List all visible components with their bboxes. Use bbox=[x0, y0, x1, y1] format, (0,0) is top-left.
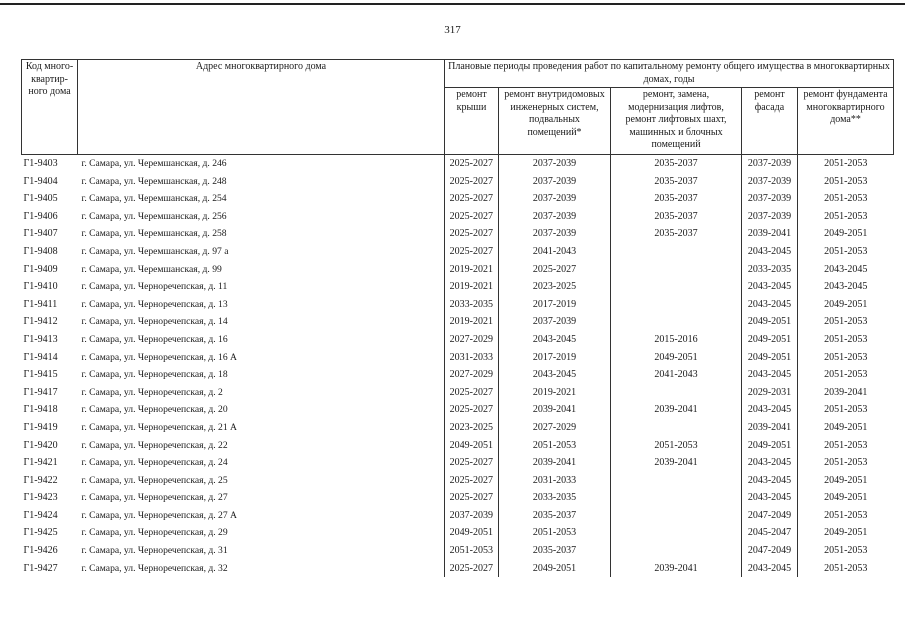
cell-engineering: 2037-2039 bbox=[499, 173, 611, 191]
cell-roof: 2025-2027 bbox=[445, 243, 499, 261]
cell-address: г. Самара, ул. Черноречепская, д. 14 bbox=[81, 316, 228, 328]
table-row bbox=[22, 296, 894, 314]
cell-facade: 2043-2045 bbox=[742, 278, 798, 296]
cell-roof: 2025-2027 bbox=[445, 454, 499, 472]
cell-elevators: 2051-2053 bbox=[611, 437, 742, 455]
cell-address: г. Самара, ул. Черноречепская, д. 16 bbox=[81, 333, 228, 345]
cell-code: Г1-9409 bbox=[23, 263, 58, 275]
cell-engineering: 2039-2041 bbox=[499, 401, 611, 419]
cell-code: Г1-9426 bbox=[23, 545, 58, 557]
cell-engineering: 2037-2039 bbox=[499, 208, 611, 226]
header-engineering: ремонт внутридомовых инженерных систем, подвальных помещений* bbox=[499, 88, 611, 155]
cell-foundation: 2049-2051 bbox=[798, 419, 894, 437]
cell-engineering: 2043-2045 bbox=[499, 366, 611, 384]
cell-engineering: 2049-2051 bbox=[499, 560, 611, 578]
cell-facade: 2043-2045 bbox=[742, 366, 798, 384]
cell-foundation: 2051-2053 bbox=[798, 437, 894, 455]
cell-elevators bbox=[611, 507, 742, 525]
cell-facade: 2049-2051 bbox=[742, 313, 798, 331]
cell-code: Г1-9404 bbox=[23, 175, 58, 187]
table-row bbox=[22, 524, 894, 542]
cell-address: г. Самара, ул. Черноречепская, д. 31 bbox=[81, 545, 228, 557]
cell-roof: 2025-2027 bbox=[445, 190, 499, 208]
cell-elevators: 2049-2051 bbox=[611, 349, 742, 367]
table-row bbox=[22, 542, 894, 560]
cell-roof: 2037-2039 bbox=[445, 507, 499, 525]
cell-address: г. Самара, ул. Черемшанская, д. 99 bbox=[81, 263, 222, 275]
table-row bbox=[22, 331, 894, 349]
cell-code: Г1-9419 bbox=[23, 421, 58, 433]
cell-foundation: 2051-2053 bbox=[798, 155, 894, 173]
cell-foundation: 2051-2053 bbox=[798, 542, 894, 560]
cell-roof: 2051-2053 bbox=[445, 542, 499, 560]
cell-roof: 2027-2029 bbox=[445, 331, 499, 349]
cell-foundation: 2043-2045 bbox=[798, 261, 894, 279]
cell-foundation: 2049-2051 bbox=[798, 225, 894, 243]
table-row bbox=[22, 261, 894, 279]
cell-roof: 2023-2025 bbox=[445, 419, 499, 437]
cell-roof: 2025-2027 bbox=[445, 401, 499, 419]
cell-engineering: 2017-2019 bbox=[499, 349, 611, 367]
cell-facade: 2049-2051 bbox=[742, 437, 798, 455]
header-elevators: ремонт, замена, модернизация лифтов, ремонт лифтовых шахт, машинных и блочных помещений bbox=[611, 88, 742, 155]
cell-foundation: 2051-2053 bbox=[798, 560, 894, 578]
cell-engineering: 2035-2037 bbox=[499, 542, 611, 560]
table-row bbox=[22, 560, 894, 578]
cell-engineering: 2025-2027 bbox=[499, 261, 611, 279]
cell-facade: 2043-2045 bbox=[742, 243, 798, 261]
table-row bbox=[22, 384, 894, 402]
cell-code: Г1-9418 bbox=[23, 404, 58, 416]
cell-facade: 2049-2051 bbox=[742, 331, 798, 349]
cell-engineering: 2041-2043 bbox=[499, 243, 611, 261]
cell-elevators: 2035-2037 bbox=[611, 173, 742, 191]
cell-engineering: 2037-2039 bbox=[499, 313, 611, 331]
table-row bbox=[22, 243, 894, 261]
table-row bbox=[22, 313, 894, 331]
cell-elevators bbox=[611, 261, 742, 279]
cell-address: г. Самара, ул. Черноречепская, д. 27 А bbox=[81, 509, 237, 521]
cell-address: г. Самара, ул. Черноречепская, д. 16 А bbox=[81, 351, 237, 363]
cell-foundation: 2051-2053 bbox=[798, 507, 894, 525]
cell-code: Г1-9417 bbox=[23, 386, 58, 398]
cell-elevators bbox=[611, 384, 742, 402]
cell-foundation: 2051-2053 bbox=[798, 313, 894, 331]
header-address: Адрес многоквартирного дома bbox=[78, 60, 445, 155]
page-number: 317 bbox=[444, 24, 461, 36]
table-row bbox=[22, 419, 894, 437]
cell-facade: 2043-2045 bbox=[742, 296, 798, 314]
cell-elevators: 2015-2016 bbox=[611, 331, 742, 349]
cell-engineering: 2037-2039 bbox=[499, 190, 611, 208]
cell-foundation: 2039-2041 bbox=[798, 384, 894, 402]
cell-facade: 2029-2031 bbox=[742, 384, 798, 402]
cell-facade: 2047-2049 bbox=[742, 542, 798, 560]
cell-code: Г1-9427 bbox=[23, 562, 58, 574]
cell-engineering: 2033-2035 bbox=[499, 489, 611, 507]
cell-elevators: 2035-2037 bbox=[611, 208, 742, 226]
cell-facade: 2047-2049 bbox=[742, 507, 798, 525]
cell-roof: 2025-2027 bbox=[445, 560, 499, 578]
cell-code: Г1-9423 bbox=[23, 492, 58, 504]
cell-elevators bbox=[611, 542, 742, 560]
cell-address: г. Самара, ул. Черноречепская, д. 29 bbox=[81, 527, 228, 539]
cell-address: г. Самара, ул. Черноречепская, д. 22 bbox=[81, 439, 228, 451]
cell-address: г. Самара, ул. Черемшанская, д. 248 bbox=[81, 175, 227, 187]
cell-roof: 2033-2035 bbox=[445, 296, 499, 314]
cell-code: Г1-9415 bbox=[23, 369, 58, 381]
table-header bbox=[22, 60, 894, 155]
table-row bbox=[22, 401, 894, 419]
cell-foundation: 2051-2053 bbox=[798, 366, 894, 384]
cell-foundation: 2051-2053 bbox=[798, 401, 894, 419]
cell-address: г. Самара, ул. Черемшанская, д. 254 bbox=[81, 193, 227, 205]
cell-roof: 2019-2021 bbox=[445, 278, 499, 296]
cell-elevators: 2035-2037 bbox=[611, 155, 742, 173]
cell-facade: 2049-2051 bbox=[742, 349, 798, 367]
table-row bbox=[22, 155, 894, 173]
cell-foundation: 2051-2053 bbox=[798, 454, 894, 472]
cell-roof: 2025-2027 bbox=[445, 155, 499, 173]
cell-engineering: 2051-2053 bbox=[499, 524, 611, 542]
cell-facade: 2043-2045 bbox=[742, 560, 798, 578]
cell-foundation: 2051-2053 bbox=[798, 190, 894, 208]
header-roof: ремонт крыши bbox=[445, 88, 499, 155]
cell-code: Г1-9411 bbox=[23, 298, 58, 310]
cell-foundation: 2051-2053 bbox=[798, 173, 894, 191]
cell-address: г. Самара, ул. Черноречепская, д. 25 bbox=[81, 474, 228, 486]
cell-engineering: 2051-2053 bbox=[499, 437, 611, 455]
cell-foundation: 2051-2053 bbox=[798, 349, 894, 367]
cell-code: Г1-9414 bbox=[23, 351, 58, 363]
cell-address: г. Самара, ул. Черноречепская, д. 18 bbox=[81, 369, 228, 381]
cell-elevators bbox=[611, 419, 742, 437]
cell-code: Г1-9410 bbox=[23, 281, 58, 293]
cell-facade: 2037-2039 bbox=[742, 190, 798, 208]
table-row bbox=[22, 349, 894, 367]
cell-elevators bbox=[611, 278, 742, 296]
cell-engineering: 2037-2039 bbox=[499, 225, 611, 243]
cell-elevators bbox=[611, 472, 742, 490]
cell-address: г. Самара, ул. Черемшанская, д. 246 bbox=[81, 158, 227, 169]
cell-facade: 2043-2045 bbox=[742, 401, 798, 419]
cell-foundation: 2043-2045 bbox=[798, 278, 894, 296]
cell-code: Г1-9424 bbox=[23, 509, 58, 521]
cell-elevators: 2039-2041 bbox=[611, 560, 742, 578]
header-facade: ремонт фасада bbox=[742, 88, 798, 155]
cell-roof: 2025-2027 bbox=[445, 489, 499, 507]
cell-foundation: 2049-2051 bbox=[798, 524, 894, 542]
cell-address: г. Самара, ул. Черноречепская, д. 13 bbox=[81, 298, 228, 310]
cell-roof: 2027-2029 bbox=[445, 366, 499, 384]
table-row bbox=[22, 173, 894, 191]
table-row bbox=[22, 489, 894, 507]
cell-address: г. Самара, ул. Черемшанская, д. 256 bbox=[81, 210, 227, 222]
cell-roof: 2031-2033 bbox=[445, 349, 499, 367]
cell-roof: 2025-2027 bbox=[445, 173, 499, 191]
cell-facade: 2037-2039 bbox=[742, 173, 798, 191]
cell-code: Г1-9422 bbox=[23, 474, 58, 486]
table-row bbox=[22, 507, 894, 525]
header-foundation: ремонт фундамента многоквартирного дома** bbox=[798, 88, 894, 155]
cell-code: Г1-9406 bbox=[23, 210, 58, 222]
cell-address: г. Самара, ул. Черноречепская, д. 27 bbox=[81, 492, 228, 504]
table-row bbox=[22, 437, 894, 455]
table-row bbox=[22, 225, 894, 243]
table-body bbox=[22, 155, 894, 578]
cell-elevators bbox=[611, 489, 742, 507]
cell-address: г. Самара, ул. Черноречепская, д. 24 bbox=[81, 457, 228, 469]
cell-foundation: 2051-2053 bbox=[798, 331, 894, 349]
cell-elevators: 2035-2037 bbox=[611, 190, 742, 208]
table-row bbox=[22, 472, 894, 490]
cell-address: г. Самара, ул. Черноречепская, д. 11 bbox=[81, 281, 228, 293]
cell-code: Г1-9407 bbox=[23, 228, 58, 240]
cell-roof: 2025-2027 bbox=[445, 208, 499, 226]
cell-roof: 2025-2027 bbox=[445, 384, 499, 402]
cell-roof: 2019-2021 bbox=[445, 313, 499, 331]
cell-address: г. Самара, ул. Черемшанская, д. 97 а bbox=[81, 245, 229, 257]
cell-elevators: 2035-2037 bbox=[611, 225, 742, 243]
cell-elevators: 2039-2041 bbox=[611, 401, 742, 419]
cell-code: Г1-9421 bbox=[23, 457, 58, 469]
cell-address: г. Самара, ул. Черноречепская, д. 32 bbox=[81, 562, 228, 574]
cell-elevators bbox=[611, 243, 742, 261]
table-row bbox=[22, 366, 894, 384]
cell-facade: 2043-2045 bbox=[742, 489, 798, 507]
cell-code: Г1-9413 bbox=[23, 333, 58, 345]
cell-foundation: 2051-2053 bbox=[798, 243, 894, 261]
cell-address: г. Самара, ул. Черноречепская, д. 2 bbox=[81, 386, 223, 398]
cell-facade: 2043-2045 bbox=[742, 454, 798, 472]
table-row bbox=[22, 278, 894, 296]
cell-engineering: 2027-2029 bbox=[499, 419, 611, 437]
cell-facade: 2045-2047 bbox=[742, 524, 798, 542]
cell-engineering: 2023-2025 bbox=[499, 278, 611, 296]
cell-code: Г1-9405 bbox=[23, 193, 58, 205]
cell-engineering: 2043-2045 bbox=[499, 331, 611, 349]
cell-elevators bbox=[611, 296, 742, 314]
header-periods-group: Плановые периоды проведения работ по капитальному ремонту общего имущества в многоквартирных домах, годы bbox=[445, 60, 894, 88]
cell-code: Г1-9408 bbox=[23, 245, 58, 257]
cell-engineering: 2035-2037 bbox=[499, 507, 611, 525]
cell-code: Г1-9412 bbox=[23, 316, 58, 328]
cell-engineering: 2039-2041 bbox=[499, 454, 611, 472]
cell-address: г. Самара, ул. Черноречепская, д. 20 bbox=[81, 404, 228, 416]
cell-elevators: 2041-2043 bbox=[611, 366, 742, 384]
cell-roof: 2025-2027 bbox=[445, 472, 499, 490]
cell-facade: 2039-2041 bbox=[742, 225, 798, 243]
cell-engineering: 2017-2019 bbox=[499, 296, 611, 314]
cell-foundation: 2049-2051 bbox=[798, 472, 894, 490]
cell-address: г. Самара, ул. Черемшанская, д. 258 bbox=[81, 228, 227, 240]
cell-facade: 2037-2039 bbox=[742, 208, 798, 226]
cell-foundation: 2049-2051 bbox=[798, 296, 894, 314]
cell-elevators: 2039-2041 bbox=[611, 454, 742, 472]
repair-schedule-table bbox=[21, 59, 894, 577]
cell-roof: 2019-2021 bbox=[445, 261, 499, 279]
cell-engineering: 2019-2021 bbox=[499, 384, 611, 402]
cell-facade: 2039-2041 bbox=[742, 419, 798, 437]
cell-elevators bbox=[611, 313, 742, 331]
cell-roof: 2049-2051 bbox=[445, 437, 499, 455]
cell-engineering: 2037-2039 bbox=[499, 155, 611, 173]
cell-engineering: 2031-2033 bbox=[499, 472, 611, 490]
cell-foundation: 2051-2053 bbox=[798, 208, 894, 226]
cell-code: Г1-9403 bbox=[23, 158, 58, 169]
cell-facade: 2033-2035 bbox=[742, 261, 798, 279]
cell-address: г. Самара, ул. Черноречепская, д. 21 А bbox=[81, 421, 237, 433]
cell-code: Г1-9420 bbox=[23, 439, 58, 451]
cell-roof: 2049-2051 bbox=[445, 524, 499, 542]
cell-foundation: 2049-2051 bbox=[798, 489, 894, 507]
header-code: Код много-квартир-ного дома bbox=[22, 60, 78, 155]
cell-facade: 2043-2045 bbox=[742, 472, 798, 490]
cell-code: Г1-9425 bbox=[23, 527, 58, 539]
table-row bbox=[22, 454, 894, 472]
table-row bbox=[22, 208, 894, 226]
cell-roof: 2025-2027 bbox=[445, 225, 499, 243]
table-row bbox=[22, 190, 894, 208]
cell-elevators bbox=[611, 524, 742, 542]
cell-facade: 2037-2039 bbox=[742, 155, 798, 173]
top-rule bbox=[0, 3, 905, 5]
